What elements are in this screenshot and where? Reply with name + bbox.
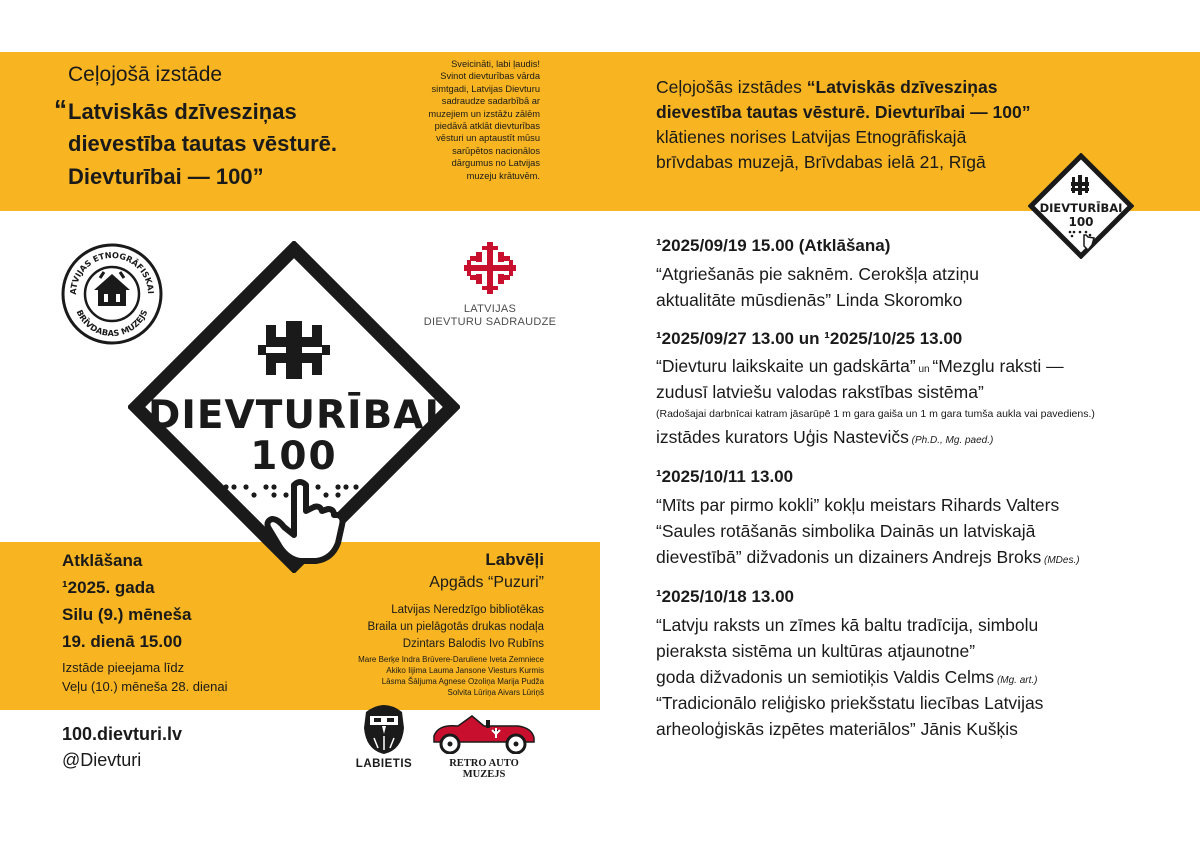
title-line-2: dievestība tautas vēsturē. [68, 131, 338, 156]
sponsor-names-small-2: Akiko Iijima Lauma Jansone Viesturs Kurmis [386, 666, 544, 675]
social-handle[interactable]: @Dievturi [62, 750, 142, 770]
greeting-line: sarūpētos nacionālos [452, 145, 540, 156]
event-1-line-1: “Atgriešanās pie saknēm. Cerokšļa atziņu [656, 264, 979, 284]
sponsor-names-main: Dzintars Balodis Ivo Rubīns [402, 638, 544, 650]
labietis-logo [352, 700, 416, 774]
title-line-3: Dievturībai — 100” [68, 164, 264, 189]
event-4-degree: (Mg. art.) [994, 675, 1038, 686]
event-2-line-1 [656, 354, 1064, 382]
greeting-line: muzejiem un izstāžu zālēm [428, 108, 540, 119]
venue-line-2: dievestība tautas vēsturē. Dievturībai — 100” [656, 102, 1031, 122]
event-4-line-4: “Tradicionālo reliģisko priekšstatu liecības Latvijas [656, 693, 1044, 713]
greeting-line: vēsturi un aptaustīt mūsu [436, 133, 540, 144]
greeting-line: piedāvā atklāt dievturības [434, 121, 540, 132]
sponsor-publisher: Apgāds “Puzuri” [429, 574, 544, 591]
venue-line-1 [656, 75, 997, 100]
retro-auto-museum-logo [428, 712, 540, 780]
greeting-line: Svinot dievturības vārda [440, 71, 540, 82]
event-3-line-3 [656, 545, 1080, 573]
event-2-title-a: “Dievturu laikskaite un gadskārta” [656, 356, 916, 376]
event-3-date: ¹2025/10/11 13.00 [656, 467, 794, 486]
event-1-line-2: aktualitāte mūsdienās” Linda Skoromko [656, 290, 963, 310]
sponsor-names-small-1: Mare Berķe Indra Brūvere-Daruliene Iveta Zemniece [358, 655, 544, 664]
small-logo-word: DIEVTURĪBAI [1039, 201, 1123, 215]
event-3-degree: (MDes.) [1041, 555, 1080, 566]
labietis-text: LABIETIS [355, 758, 413, 770]
event-1-date: ¹2025/09/19 15.00 (Atklāšana) [656, 236, 891, 255]
sponsor-names-small-4: Solvita Lūriņa Aivars Lūriņš [447, 688, 544, 697]
exhibition-subtitle: Ceļojošā izstāde [68, 63, 223, 86]
opening-year: ¹2025. gada [62, 578, 155, 597]
vintage-car-icon [428, 712, 540, 754]
venue-line-3: klātienes norises Latvijas Etnogrāfiskajā [656, 127, 967, 147]
event-2-line-3 [656, 425, 993, 453]
greeting-line: Sveicināti, labi ļaudis! [451, 59, 540, 69]
dievturibai-100-logo [128, 241, 460, 573]
greeting-line: simtgadi, Latvijas Dievturu [431, 83, 540, 94]
event-4-line-5: arheoloģiskās izpētes materiālos” Jānis Kušķis [656, 719, 1018, 739]
venue-title-part: “Latviskās dzīvesziņas [806, 77, 998, 97]
big-logo-word: DIEVTURĪBAI [148, 393, 440, 438]
event-3-line-1: “Mīts par pirmo kokli” kokļu meistars Rihards Valters [656, 495, 1060, 515]
retro-auto-text: RETRO AUTO MUZEJS [449, 758, 519, 780]
opening-day-time: 19. dienā 15.00 [62, 632, 183, 651]
small-logo-number: 100 [1068, 215, 1094, 229]
bearded-face-icon [352, 700, 416, 756]
event-4-line-2: pieraksta sistēma un kultūras atjaunotne” [656, 641, 976, 661]
greeting-text [400, 58, 540, 182]
big-logo-number: 100 [250, 434, 338, 479]
event-2-date: ¹2025/09/27 13.00 un ¹2025/10/25 13.00 [656, 329, 963, 348]
sadraudze-line-2: DIEVTURU SADRAUDZE [423, 316, 557, 328]
sponsor-library-dept: Braila un pielāgotās drukas nodaļa [367, 621, 544, 633]
opening-title: Atklāšana [62, 551, 143, 570]
title-open-quote: “ [54, 94, 67, 124]
opening-month: Silu (9.) mēneša [62, 605, 192, 624]
event-3-line-2: “Saules rotāšanās simbolika Dainās un latviskajā [656, 521, 1036, 541]
event-4-line-1: “Latvju raksts un zīmes kā baltu tradīcija, simbolu [656, 615, 1039, 635]
website-link[interactable]: 100.dievturi.lv [62, 724, 183, 744]
title-line-1: Latviskās dzīvesziņas [68, 99, 297, 124]
event-4-date: ¹2025/10/18 13.00 [656, 587, 795, 606]
event-2-degree: (Ph.D., Mg. paed.) [908, 435, 994, 446]
sponsors-title: Labvēļi [485, 550, 544, 569]
open-until-label: Izstāde pieejama līdz [62, 660, 185, 675]
venue-pre: Ceļojošās izstādes [656, 77, 807, 97]
event-4-line-3 [656, 665, 1038, 693]
greeting-line: dārgumus no Latvijas [451, 158, 540, 169]
event-2-conjunction: un [915, 364, 933, 375]
event-4-speaker: goda dižvadonis un semiotiķis Valdis Celms [656, 667, 995, 687]
event-2-curator: izstādes kurators Uģis Nastevičs [656, 427, 909, 447]
greeting-line: sadraudze sadarbībā ar [441, 96, 540, 107]
svg-text:LATVIJAS ETNOGRĀFISKAIS: ATVIJAS ETNOGRĀFISKAI [67, 249, 157, 295]
sadraudze-line-1: LATVIJAS [463, 303, 517, 315]
svg-text:BRĪVDABAS MUZEJS: BRĪVDABAS MUZEJS [74, 308, 150, 339]
event-2-line-2: zudusī latviešu valodas rakstības sistēma” [656, 382, 984, 402]
sponsor-library: Latvijas Neredzīgo bibliotēkas [391, 604, 544, 616]
event-2-note: (Radošajai darbnīcai katram jāsarūpē 1 m gara gaiša un 1 m gara tumša aukla vai pavediens.) [656, 408, 1095, 420]
event-2-title-b: “Mezglu raksti — [932, 356, 1064, 376]
sponsor-names-small-3: Lāsma Šāljuma Agnese Ozoliņa Marija Pudža [381, 677, 544, 686]
dievturibai-small-logo [1028, 153, 1134, 259]
open-until-date: Veļu (10.) mēneša 28. dienai [62, 679, 228, 694]
venue-line-4: brīvdabas muzejā, Brīvdabas ielā 21, Rīgā [656, 152, 986, 172]
event-3-speaker: dievestībā” dižvadonis un dizainers Andrejs Broks [656, 547, 1042, 567]
greeting-line: muzeju krātuvēm. [466, 170, 540, 181]
